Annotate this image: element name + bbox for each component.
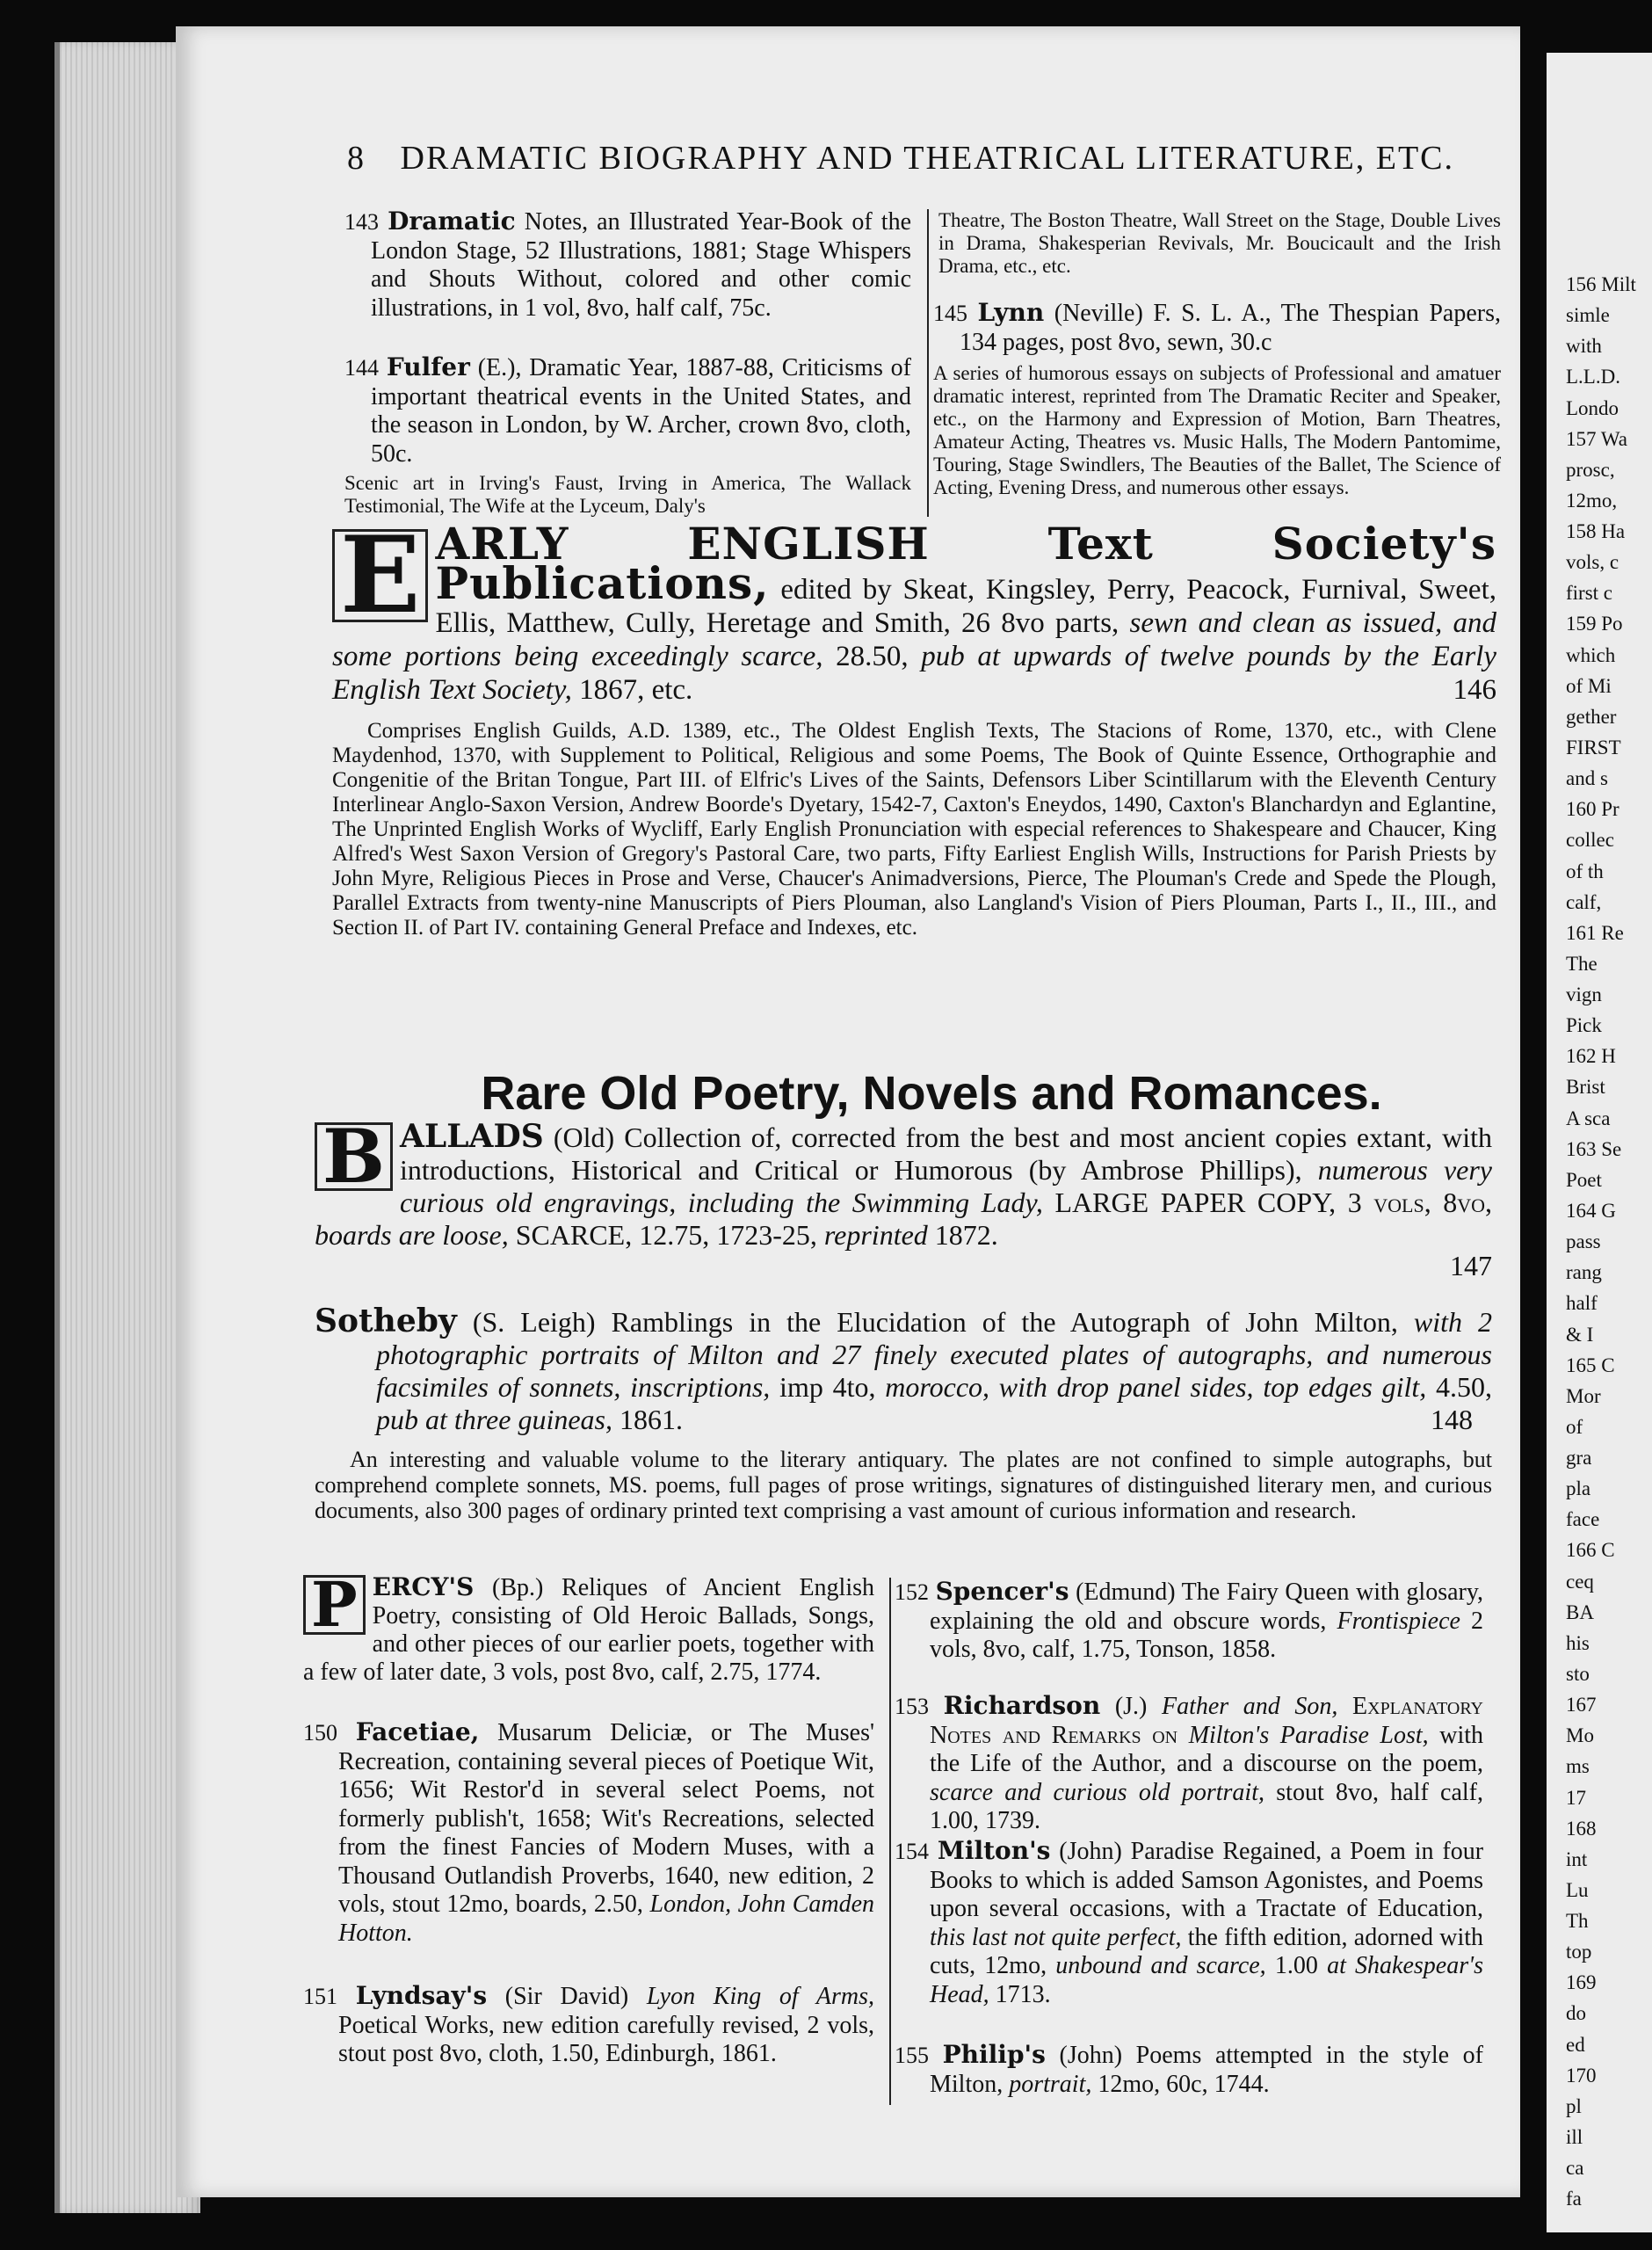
facing-page-text: vols, c (1566, 551, 1619, 574)
entry-name: Dramatic (388, 207, 516, 236)
entry-150 (303, 1718, 874, 1948)
entry-number: 143 (344, 209, 379, 235)
page-title: DRAMATIC BIOGRAPHY AND THEATRICAL LITERATURE, ETC. (400, 140, 1455, 177)
entry-italic: Father and Son, (1161, 1693, 1338, 1720)
facing-page-text: Mor (1566, 1384, 1601, 1407)
facing-page-text: his (1566, 1631, 1590, 1654)
facing-page-text: 156 Milt (1566, 273, 1636, 295)
entry-price: 4.50, (1436, 1371, 1493, 1403)
entry-italic: reprinted (823, 1219, 928, 1251)
entry-italic: London, John Camden Hotton. (338, 1891, 875, 1947)
entry-name: Richardson (943, 1691, 1101, 1720)
column-divider (927, 209, 929, 517)
entry-name: Lyndsay's (355, 1981, 488, 2010)
facing-page-text: half (1566, 1292, 1598, 1315)
facing-page-text: Lu (1566, 1878, 1589, 1901)
entry-text: (S. Leigh) Ramblings in the Elucidation of the Autograph of John Milton, (472, 1306, 1398, 1338)
facing-page-text: gra (1566, 1447, 1592, 1470)
facing-page-text: pl (1566, 2094, 1582, 2117)
entry-format: LARGE PAPER COPY, 3 vols, 8vo, (1054, 1187, 1493, 1218)
facing-page-text: vign (1566, 983, 1602, 1006)
facing-page-text: 167 (1566, 1694, 1597, 1717)
facing-page-text: 163 Se (1566, 1137, 1622, 1160)
facing-page-text: and s (1566, 767, 1608, 790)
facing-page-text: 12mo, (1566, 489, 1618, 512)
facing-page-text: gether (1566, 705, 1617, 728)
entry-italic: Frontispiece (1337, 1607, 1460, 1635)
entry-italic: sewn and clean as issued, and some portions being exceedingly scarce, (332, 607, 1496, 672)
entry-note: A series of humorous essays on subjects of Professional and amatuer dramatic interest, reprinted from The Dramatic Reciter and Speaker, etc., on the Harmony and Expression of Motion, Barn Theatres, Amateur Acting, Theatres vs. Music Halls, The Modern Pantomime, Touring, Stage Swindlers, The Beauties of the Ballet, The Science of Acting, Evening Dress, and numerous other essays. (933, 362, 1501, 498)
entry-italic: scarce and curious old portrait, (930, 1778, 1264, 1806)
entry-146 (332, 513, 1496, 940)
entry-name: Fulfer (386, 352, 470, 381)
facing-page-text: top (1566, 1941, 1592, 1963)
facing-page-text: prosc, (1566, 458, 1615, 481)
facing-page-text: FIRST (1566, 737, 1621, 758)
facing-page-text: rang (1566, 1261, 1602, 1284)
facing-page-text: of th (1566, 860, 1604, 882)
page-number: 8 (347, 140, 366, 177)
facing-page-text: with (1566, 335, 1602, 358)
entry-149 (303, 1568, 874, 1687)
entry-price: SCARCE, 12.75, 1723-25, (515, 1219, 817, 1251)
facing-page-fragment (1547, 53, 1652, 2232)
facing-page-text: pla (1566, 1477, 1591, 1500)
facing-page-text: ill (1566, 2126, 1583, 2148)
entry-italic: Lyon King of Arms, (646, 1983, 874, 2010)
entry-number: 147 (1450, 1250, 1492, 1281)
entry-italic: unbound and scarce, (1055, 1952, 1266, 1979)
facing-page-text: 162 H (1566, 1045, 1616, 1068)
entry-italic: morocco, with drop panel sides, top edges gilt, (885, 1371, 1427, 1403)
entry-date: 1713. (995, 1980, 1051, 2008)
facing-page-text: Th (1566, 1910, 1589, 1933)
entry-number: 154 (895, 1839, 929, 1864)
entry-number: 151 (303, 1984, 337, 2009)
facing-page-text: 166 C (1566, 1539, 1615, 1562)
entry-text: (Bp.) Reliques of Ancient English Poetry, consisting of Old Heroic Ballads, Songs, and other pieces of our earlier poets, together with a few of later date, 3 vols, post 8vo, calf, 2.75, 1774. (303, 1574, 874, 1686)
entry-italic: boards are loose, (315, 1219, 509, 1251)
entry-format: imp 4to, (779, 1371, 876, 1403)
facing-page-text: fa (1566, 2188, 1582, 2210)
facing-page-text: of (1566, 1415, 1583, 1438)
entry-text: (John) Poems attempted in the style of Milton, (930, 2042, 1484, 2098)
facing-page-text: 157 Wa (1566, 427, 1627, 450)
entry-number: 153 (895, 1694, 929, 1719)
entry-text: with the Life of the Author, and a discourse on the poem, (930, 1721, 1484, 1777)
entry-italic: pub at upwards of twelve pounds by the Early English Text Society, (332, 641, 1496, 706)
entry-name: Sotheby (315, 1303, 457, 1339)
entry-note: Theatre, The Boston Theatre, Wall Street on the Stage, Double Lives in Drama, Shakesperian Revivals, Mr. Boucicault and the Irish Drama, etc., etc. (938, 209, 1501, 277)
entry-name: ERCY'S (372, 1572, 475, 1601)
entry-text: Poetical Works, new edition carefully revised, 2 vols, stout post 8vo, cloth, 1.50, Edinburgh, 1861. (338, 2011, 874, 2067)
facing-page-text: pass (1566, 1230, 1601, 1253)
entry-italic: pub at three guineas, (376, 1404, 612, 1435)
facing-page-text: simle (1566, 304, 1610, 327)
facing-page-text: 17 (1566, 1786, 1586, 1809)
entry-text: edited by Skeat, Kingsley, Perry, Peacock, Furnival, Sweet, Ellis, Matthew, Cully, Heretage and Smith, 26 8vo parts, (435, 574, 1496, 639)
facing-page-text: Mo (1566, 1724, 1594, 1747)
entry-italic: numerous very curious old engravings, including the Swimming Lady, (400, 1154, 1493, 1218)
facing-page-text: 168 (1566, 1817, 1597, 1840)
facing-page-text: calf, (1566, 890, 1602, 913)
entry-153 (895, 1692, 1483, 1836)
facing-page-text: collec (1566, 829, 1614, 852)
facing-page-text: int (1566, 1847, 1588, 1870)
facing-page-text: 159 Po (1566, 613, 1623, 635)
facing-page-text: sto (1566, 1663, 1590, 1685)
facing-page-text: ms (1566, 1755, 1590, 1778)
facing-page-text: 158 Ha (1566, 520, 1626, 543)
entry-155 (895, 2041, 1483, 2099)
entry-144-continued (938, 209, 1501, 278)
entry-text: stout 8vo, half calf, 1.00, 1739. (930, 1778, 1483, 1834)
facing-page-text: 170 (1566, 2064, 1597, 2087)
entry-name: Milton's (937, 1836, 1051, 1865)
facing-page-text: BA (1566, 1600, 1594, 1623)
facing-page-text: do (1566, 2002, 1586, 2025)
entry-italic: this last not quite perfect, (930, 1923, 1182, 1951)
entry-154 (895, 1837, 1483, 2009)
entry-text: (Neville) F. S. L. A., The Thespian Papers, 134 pages, post 8vo, sewn, 30.c (960, 300, 1502, 356)
entry-italic: portrait, (1009, 2070, 1092, 2098)
facing-page-text: 160 Pr (1566, 798, 1619, 821)
facing-page-text: ca (1566, 2157, 1584, 2180)
facing-page-text: ceq (1566, 1570, 1594, 1593)
entry-text: (Sir David) (504, 1983, 629, 2010)
entry-price: 28.50, (836, 641, 909, 672)
entry-148: Sotheby (S. Leigh) Ramblings in the Elucidation of the Autograph of John Milton, with 2 photographic portraits of Milton and 27 finely executed plates of autographs, and numerous facsimiles of sonnets, inscriptions, imp 4to, morocco, with drop panel sides, top edges gilt, 4.50, pub at three guineas, 1861. 148 An interesting and valuable volume to the literary antiquary. The plates are not confined to simple autographs, but comprehend complete sonnets, MS. poems, full pages of prose writings, signatures of distinguished literary men, and curious documents, also 300 pages of ordinary printed text comprising a vast amount of curious information and research. (315, 1303, 1493, 1523)
facing-page-text: & I (1566, 1323, 1594, 1346)
entry-text: 12mo, 60c, 1744. (1098, 2070, 1270, 2098)
entry-italic: at Shakespear's Head, (930, 1952, 1483, 2008)
dropcap-b: B (315, 1122, 393, 1191)
entry-text: Explanatory Notes and Remarks on (930, 1693, 1483, 1749)
entry-number: 155 (895, 2043, 929, 2068)
dropcap-e: E (332, 529, 428, 622)
facing-page-text: Londo (1566, 396, 1619, 419)
facing-page-text: of Mi (1566, 674, 1612, 697)
entry-number: 144 (344, 355, 379, 381)
facing-page-text: 164 G (1566, 1200, 1616, 1222)
entry-name: Lynn (977, 298, 1045, 327)
entry-note: Scenic art in Irving's Faust, Irving in America, The Wallack Testimonial, The Wife at the Lyceum, Daly's (344, 472, 911, 517)
facing-page-text: first c (1566, 582, 1613, 605)
entry-note: An interesting and valuable volume to the literary antiquary. The plates are not confined to simple autographs, but comprehend complete sonnets, MS. poems, full pages of prose writings, signatures of distinguished literary men, and curious documents, also 300 pages of ordinary printed text comprising a vast amount of curious information and research. (315, 1447, 1492, 1523)
entry-text: (J.) (1114, 1693, 1148, 1720)
entry-text: Musarum Deliciæ, or The Muses' Recreation, containing several pieces of Poetique Wit, 1656; Wit Restor'd in several select Poems, not formerly publish't, 1658; Wit's Recreations, selected from the finest Fancies of Modern Muses, with a Thousand Outlandish Proverbs, 1640, new edition, 2 vols, stout 12mo, boards, 2.50, (338, 1719, 875, 1918)
entry-text: (Edmund) The Fairy Queen with glosary, explaining the old and obscure words, (930, 1579, 1484, 1635)
entry-143 (344, 207, 911, 323)
section-title: Rare Old Poetry, Novels and Romances. (481, 1067, 1382, 1120)
entry-date: 1867, etc. (579, 674, 693, 706)
entry-number: 146 (1453, 674, 1496, 706)
entry-number: 145 (933, 301, 967, 326)
entry-number: 150 (303, 1720, 337, 1746)
entry-name: Facetiae, (355, 1717, 480, 1746)
entry-note: Comprises English Guilds, A.D. 1389, etc., The Oldest English Texts, The Stacions of Rome, 1370, etc., with Clene Maydenhod, 1370, with Supplement to Political, Religious and some Poems, The Book of Quinte Essence, Orthographie and Congenitie of the Britan Tongue, Part III. of Elfric's Lives of the Saints, Defensors Liber Scintillarum with the Eleventh Century Interlinear Anglo-Saxon Version, Andrew Boorde's Dyetary, 1542-7, Caxton's Eneydos, 1490, Caxton's Blanchardyn and Eglantine, The Unprinted English Works of Wycliff, Early English Pronunciation with especial references to Shakespeare and Chaucer, King Alfred's West Saxon Version of Gregory's Pastoral Care, two parts, Fifty Earliest English Wills, Instructions for Parish Priests by John Myre, Religious Pieces in Prose and Verse, Chaucer's Animadversions, Pierce, The Plouman's Crede and Spede the Plough, Parallel Extracts from twenty-nine Manuscripts of Piers Plouman, also Langland's Vision of Piers Plouman, Parts I., II., III., and Section II. of Part IV. containing General Preface and Indexes, etc. (332, 719, 1496, 940)
entry-text: 2 vols, 8vo, calf, 1.75, Tonson, 1858. (930, 1607, 1484, 1663)
facing-page-text: A sca (1566, 1107, 1611, 1129)
facing-page-text: 169 (1566, 1971, 1597, 1994)
entry-title: ARLY ENGLISH Text Society's Publications, (435, 518, 1496, 609)
entry-text: (John) Paradise Regained, a Poem in four Books to which is added Samson Agonistes, and Poems upon several occasions, with a Tractate of Education, (930, 1838, 1484, 1922)
entry-number: 152 (895, 1579, 929, 1605)
entry-text: the fifth edition, adorned with cuts, 12mo, (930, 1923, 1484, 1979)
dropcap-p: P (303, 1575, 366, 1635)
entry-price: 1.00 (1274, 1952, 1318, 1979)
facing-page-text: 161 Re (1566, 921, 1624, 944)
entry-152 (895, 1578, 1483, 1665)
facing-page-text: which (1566, 643, 1616, 666)
facing-page-text: face (1566, 1508, 1600, 1531)
facing-page-text: Poet (1566, 1168, 1602, 1191)
entry-147 (315, 1113, 1493, 1282)
facing-page-text: L.L.D. (1566, 366, 1620, 388)
entry-text: Notes, an Illustrated Year-Book of the London Stage, 52 Illustrations, 1881; Stage Whispers and Shouts Without, colored and other comic illustrations, in 1 vol, 8vo, half calf, 75c. (371, 208, 911, 322)
entry-151 (303, 1982, 874, 2069)
facing-page-text: Brist (1566, 1076, 1605, 1099)
facing-page-text: ed (1566, 2033, 1585, 2056)
entry-italic: with 2 photographic portraits of Milton and 27 finely executed plates of autographs, and numerous facsimiles of sonnets, inscriptions, (376, 1306, 1493, 1403)
entry-date: 1872. (934, 1219, 998, 1251)
entry-name: Philip's (942, 2040, 1046, 2069)
entry-name: Spencer's (935, 1577, 1069, 1606)
facing-page-text: Pick (1566, 1014, 1602, 1037)
entry-text: (Old) Collection of, corrected from the best and most ancient copies extant, with introductions, Historical and Critical or Humorous (by Ambrose Phillips), (400, 1121, 1493, 1186)
page-header (347, 139, 1467, 178)
entry-145 (933, 299, 1501, 499)
entry-title: ALLADS (400, 1118, 544, 1155)
column-divider (889, 1578, 891, 2105)
entry-144 (344, 353, 911, 518)
facing-page-text: 165 C (1566, 1354, 1615, 1376)
entry-italic: Milton's Paradise Lost, (1188, 1721, 1429, 1749)
entry-date: 1861. (620, 1404, 683, 1435)
facing-page-text: The (1566, 952, 1598, 975)
entry-text: (E.), Dramatic Year, 1887-88, Criticisms of important theatrical events in the United States, and the season in London, by W. Archer, crown 8vo, cloth, 50c. (371, 354, 912, 468)
